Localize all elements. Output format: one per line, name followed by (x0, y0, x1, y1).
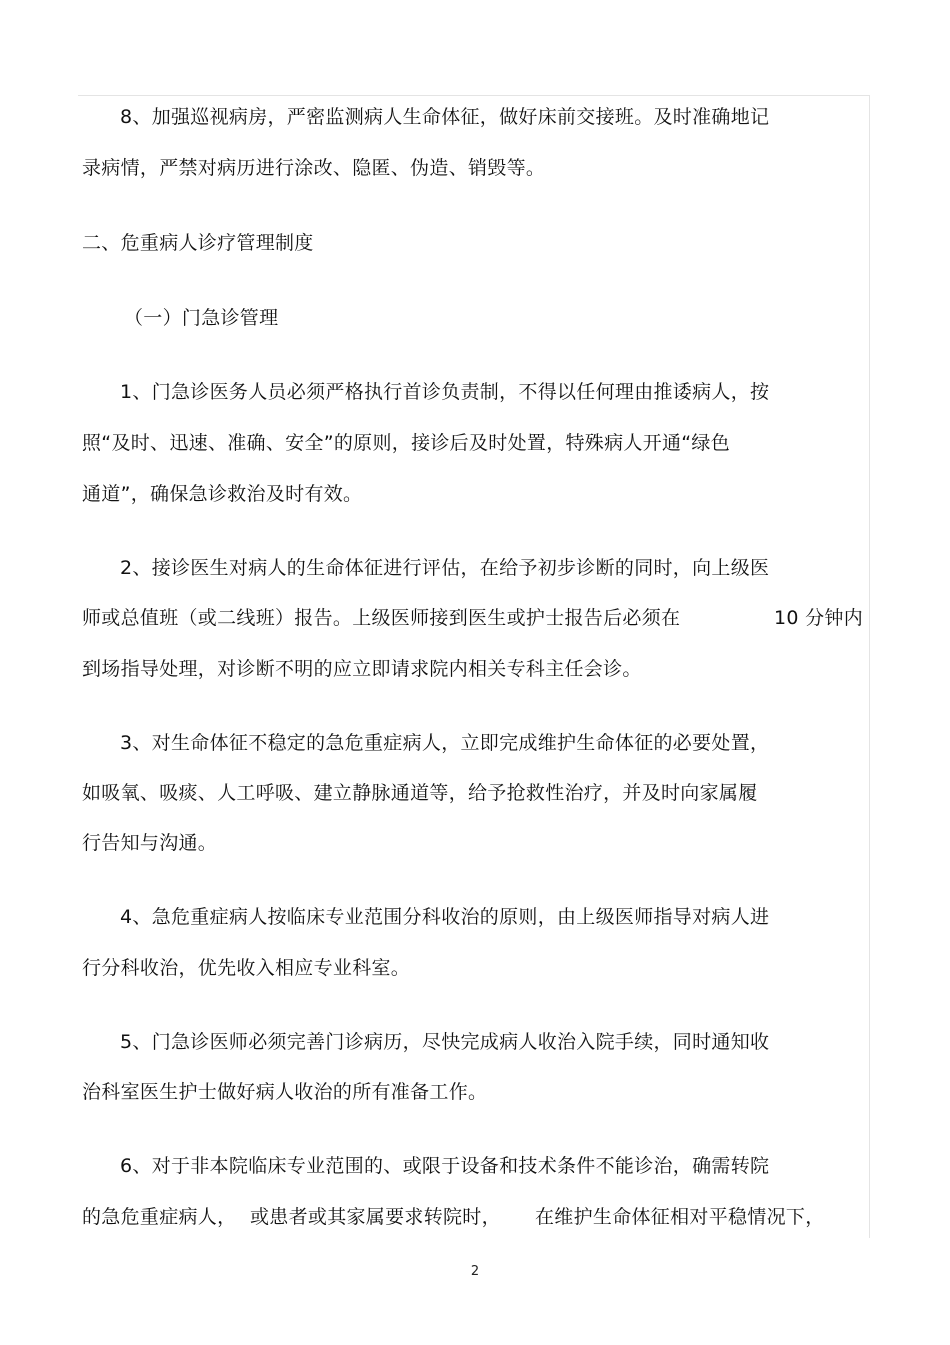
paragraph-2-line-2-tail: 10 分钟内 (774, 607, 864, 629)
paragraph-4-line-1: 4、急危重症病人按临床专业范围分科收治的原则，由上级医师指导对病人进 (120, 906, 770, 928)
page-border-top (78, 95, 870, 96)
paragraph-3-line-2: 如吸氧、吸痰、人工呼吸、建立静脉通道等，给予抢救性治疗，并及时向家属履 (82, 782, 758, 804)
paragraph-5-line-1: 5、门急诊医师必须完善门诊病历，尽快完成病人收治入院手续，同时通知收 (120, 1031, 770, 1053)
paragraph-6-line-2-part-2: 或患者或其家属要求转院时， (250, 1206, 501, 1228)
page-border-right (869, 95, 870, 1238)
paragraph-4-line-2: 行分科收治，优先收入相应专业科室。 (82, 957, 411, 979)
paragraph-1-line-3: 通道”，确保急诊救治及时有效。 (82, 483, 363, 505)
page-number: 2 (470, 1264, 480, 1279)
paragraph-1-line-2: 照“及时、迅速、准确、安全”的原则，接诊后及时处置，特殊病人开通“绿色 (82, 432, 731, 454)
paragraph-2-line-3: 到场指导处理，对诊断不明的应立即请求院内相关专科主任会诊。 (82, 658, 642, 680)
paragraph-3-line-1: 3、对生命体征不稳定的急危重症病人，立即完成维护生命体征的必要处置， (120, 732, 770, 754)
paragraph-8-line-1: 8、加强巡视病房，严密监测病人生命体征，做好床前交接班。及时准确地记 (120, 106, 770, 128)
paragraph-3-line-3: 行告知与沟通。 (82, 832, 218, 854)
paragraph-5-line-2: 治科室医生护士做好病人收治的所有准备工作。 (82, 1081, 488, 1103)
paragraph-2-line-1: 2、接诊医生对病人的生命体征进行评估，在给予初步诊断的同时，向上级医 (120, 557, 770, 579)
subsection-heading: （一）门急诊管理 (124, 307, 279, 329)
paragraph-6-line-2-part-1: 的急危重症病人， (82, 1206, 237, 1228)
paragraph-8-line-2: 录病情，严禁对病历进行涂改、隐匿、伪造、销毁等。 (82, 157, 546, 179)
paragraph-2-line-2: 师或总值班（或二线班）报告。上级医师接到医生或护士报告后必须在 (82, 607, 681, 629)
paragraph-6-line-1: 6、对于非本院临床专业范围的、或限于设备和技术条件不能诊治，确需转院 (120, 1155, 770, 1177)
section-heading: 二、危重病人诊疗管理制度 (82, 232, 314, 254)
paragraph-6-line-2-part-3: 在维护生命体征相对平稳情况下， (535, 1206, 825, 1228)
paragraph-1-line-1: 1、门急诊医务人员必须严格执行首诊负责制，不得以任何理由推诿病人，按 (120, 381, 770, 403)
